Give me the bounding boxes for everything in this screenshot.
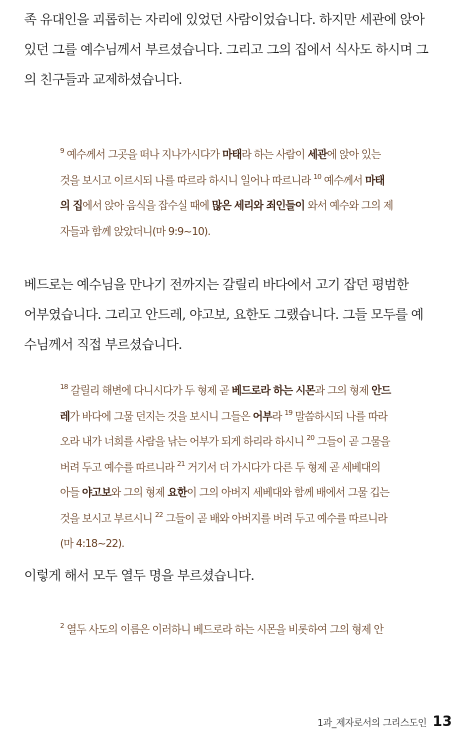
quote-text: 라 (272, 410, 285, 423)
emphasized-text: 마태 (365, 174, 385, 187)
quote-line (60, 194, 452, 220)
quote-text: 열두 사도의 이름은 이러하니 베드로라 하는 시몬을 비롯하여 그의 형제 안 (63, 624, 384, 636)
verse-number: 10 (313, 172, 322, 181)
quote-line (60, 430, 452, 456)
quote-line (60, 618, 452, 644)
text-line: 베드로는 예수님을 만나기 전까지는 갈릴리 바다에서 고기 잡던 평범한 (24, 278, 409, 293)
text-line: 의 친구들과 교제하셨습니다. (24, 73, 182, 88)
emphasized-text: 많은 세리와 죄인들이 (211, 200, 305, 212)
text-line: 이렇게 해서 모두 열두 명을 부르셨습니다. (24, 569, 255, 584)
quote-text: 것을 보시고 부르시니 (60, 512, 156, 525)
quote-text: 와 그의 형제 (110, 487, 168, 499)
verse-number: 19 (284, 408, 293, 417)
quote-text: 자들과 함께 앉았더니(마 9:9~10). (60, 225, 211, 238)
quote-text: 에서 앉아 음식을 잡수실 때에 (82, 200, 212, 212)
quote-text: 버려 두고 예수를 따르니라 (60, 461, 178, 474)
quote-line (60, 532, 452, 558)
emphasized-text: 세관 (307, 149, 327, 161)
page-footer (317, 714, 452, 730)
page-number: 13 (432, 714, 452, 730)
quote-text: 오라 내가 너희를 사람을 낚는 어부가 되게 하리라 하시니 (60, 436, 307, 448)
quote-text: 이 그의 아버지 세베대와 함께 배에서 그물 깁는 (186, 487, 390, 499)
quote-text: 말씀하시되 나를 따라 (292, 410, 388, 423)
quote-text: 라 하는 사람이 (241, 149, 308, 161)
verse-number: 20 (306, 434, 315, 442)
quote-text: 에 앉아 있는 (326, 149, 381, 161)
quote-line (60, 405, 452, 431)
text-line: 족 유대인을 괴롭히는 자리에 있었던 사람이었습니다. 하지만 세관에 앉아 (24, 13, 425, 28)
quote-text: 가 바다에 그물 던지는 것을 보시니 그들은 (69, 410, 253, 423)
quote-text: 예수께서 (321, 174, 366, 187)
quote-line (60, 456, 452, 482)
quote-line (60, 169, 452, 195)
quote-text: 그들이 곧 배와 아버지를 버려 두고 예수를 따르니라 (162, 512, 388, 525)
emphasized-text: 안드 (371, 385, 391, 397)
emphasized-text: 베드로라 하는 시몬 (231, 385, 315, 397)
emphasized-text: 마태 (222, 149, 242, 161)
quote-line (60, 143, 452, 169)
footer-chapter-title: 1과_제자로서의 그리스도인 (317, 718, 427, 729)
text-line: 수님께서 직접 부르셨습니다. (24, 338, 182, 353)
body-paragraph-2 (24, 271, 452, 361)
quote-line (60, 481, 452, 507)
emphasized-text: 레 (60, 410, 70, 423)
verse-number: 22 (155, 510, 163, 519)
quote-text: (마 4:18~22). (60, 538, 125, 550)
quote-text: 아들 (60, 487, 83, 499)
text-line: 있던 그를 예수님께서 부르셨습니다. 그리고 그의 집에서 식사도 하시며 그 (24, 43, 429, 58)
quote-text: 예수께서 그곳을 떠나 지나가시다가 (63, 149, 223, 161)
quote-text: 과 그의 형제 (314, 385, 372, 397)
emphasized-text: 의 집 (60, 200, 83, 212)
verse-number: 9 (60, 147, 64, 155)
body-paragraph-1 (24, 6, 452, 96)
quote-text: 와서 예수와 그의 제 (304, 200, 393, 212)
verse-number: 21 (177, 459, 185, 468)
verse-number: 2 (60, 622, 64, 630)
body-paragraph-3 (24, 562, 452, 592)
scripture-quote-matthew-9 (60, 143, 452, 245)
quote-text: 것을 보시고 이르시되 나를 따르라 하시니 일어나 따르니라 (60, 174, 314, 187)
emphasized-text: 요한 (167, 487, 187, 499)
quote-line (60, 507, 452, 533)
quote-line (60, 379, 452, 405)
quote-text: 갈릴리 해변에 다니시다가 두 형제 곧 (67, 385, 232, 397)
quote-text: 거기서 더 가시다가 다른 두 형제 곧 세베대의 (184, 461, 381, 474)
verse-number: 18 (60, 383, 68, 391)
text-line: 어부였습니다. 그리고 안드레, 야고보, 요한도 그랬습니다. 그들 모두를 예 (24, 308, 424, 323)
quote-text: 그들이 곧 그물을 (314, 436, 390, 448)
quote-line (60, 220, 452, 246)
scripture-quote-matthew-10 (60, 618, 452, 644)
emphasized-text: 야고보 (82, 487, 111, 499)
scripture-quote-matthew-4 (60, 379, 452, 558)
emphasized-text: 어부 (252, 410, 273, 423)
